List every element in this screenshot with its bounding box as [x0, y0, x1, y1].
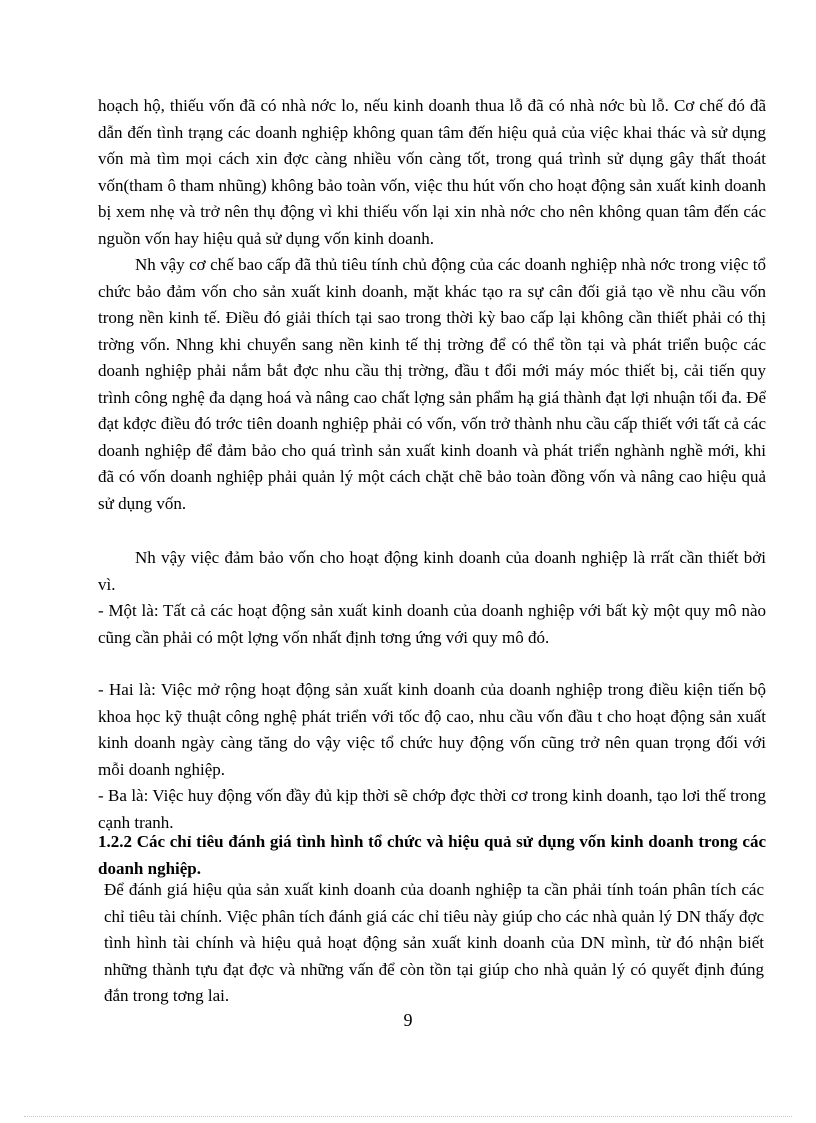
section-heading: 1.2.2 Các chỉ tiêu đánh giá tình hình tổ chức và hiệu quả sử dụng vốn kinh doanh trong các doanh nghiệp.: [98, 832, 766, 878]
page-number: 9: [403, 1010, 413, 1030]
paragraph-capital-necessity: Nh vậy việc đảm bảo vốn cho hoạt động kinh doanh của doanh nghiệp là rrất cần thiết bởi vì.: [98, 548, 766, 594]
paragraph-evaluation-intro: Để đánh giá hiệu qủa sản xuất kinh doanh của doanh nghiệp ta cần phải tính toán phân tích các chỉ tiêu tài chính. Việc phân tích đánh giá các chỉ tiêu này giúp cho các nhà quản lý DN thấy đợc tình hình tài chính và hiệu quả hoạt động sản xuất kinh doanh của DN mình, từ đó nhận biết những thành tựu đạt đợc và những vấn để còn tồn tại giúp cho nhà quản lý có quyết định đúng đắn trong tơng lai.: [104, 880, 764, 1005]
paragraph-market-transition: Nh vậy cơ chế bao cấp đã thủ tiêu tính chủ động của các doanh nghiệp nhà nớc trong việc tổ chức bảo đảm vốn cho sản xuất kinh doanh, mặt khác tạo ra sự cân đối giả tạo về nhu cầu vốn trong nền kinh tế. Điều đó giải thích tại sao trong thời kỳ bao cấp lại không cần thiết phải có thị trờng vốn. Nhng khi chuyển sang nền kinh tế thị trờng để có thể tồn tại và phát triển buộc các doanh nghiệp phải nắm bắt đợc nhu cầu thị trờng, đầu t đổi mới máy móc thiết bị, cải tiến quy trình công nghệ đa dạng hoá và nâng cao chất lợng sản phẩm hạ giá thành đạt lợi nhuận tối đa. Để đạt kđợc điều đó trớc tiên doanh nghiệp phải có vốn, vốn trở thành nhu cầu cấp thiết với tất cả các doanh nghiệp để đảm bảo cho quá trình sản xuất kinh doanh và phát triển nghành nghề mới, khi đã có vốn doanh nghiệp phải quản lý một cách chặt chẽ bảo toàn đồng vốn và nâng cao hiệu quả sử dụng vốn.: [98, 255, 766, 513]
list-item-reason-one: - Một là: Tất cả các hoạt động sản xuất kinh doanh của doanh nghiệp với bất kỳ một quy mô nào cũng cần phải có một lợng vốn nhất định tơng ứng với quy mô đó.: [98, 601, 766, 647]
page-bottom-divider: [24, 1116, 792, 1117]
list-item-reason-three: - Ba là: Việc huy động vốn đầy đủ kịp thời sẽ chớp đợc thời cơ trong kinh doanh, tạo lơi thế trong cạnh tranh.: [98, 786, 766, 832]
list-item-reason-two: - Hai là: Việc mở rộng hoạt động sản xuất kinh doanh của doanh nghiệp trong điều kiện tiến bộ khoa học kỹ thuật công nghệ phát triển với tốc độ cao, nhu cầu vốn đầu t cho hoạt động sản xuất kinh doanh ngày càng tăng do vậy việc tổ chức huy động vốn cũng trở nên quan trọng đối với mỗi doanh nghiệp.: [98, 680, 766, 779]
paragraph-subsidy-consequences: hoạch hộ, thiếu vốn đã có nhà nớc lo, nếu kinh doanh thua lỗ đã có nhà nớc bù lỗ. Cơ chế đó đã dẫn đến tình trạng các doanh nghiệp không quan tâm đến hiệu quả của việc khai thác và sử dụng vốn mà tìm mọi cách xin đợc càng nhiều vốn càng tốt, trong quá trình sử dụng gây thất thoát vốn(tham ô tham nhũng) không bảo toàn vốn, việc thu hút vốn cho hoạt động sản xuất kinh doanh bị xem nhẹ và trở nên thụ động vì khi thiếu vốn lại xin nhà nớc cho nên không quan tâm đến các nguồn vốn hay hiệu quả sử dụng vốn kinh doanh.: [98, 96, 766, 248]
